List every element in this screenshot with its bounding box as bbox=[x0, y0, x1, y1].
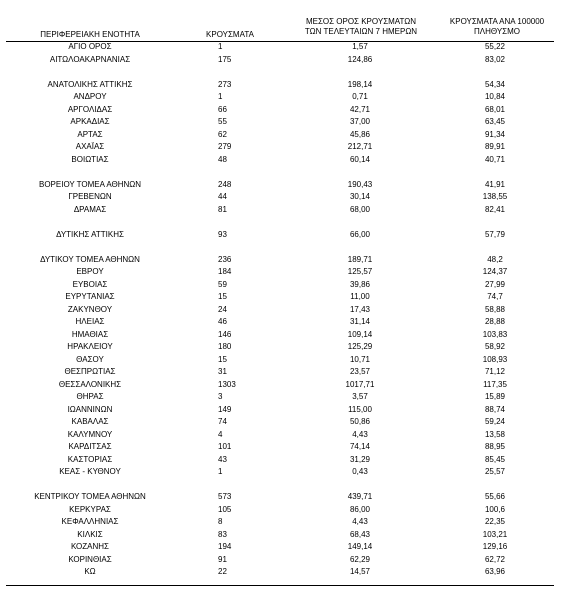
cell-cases: 15 bbox=[218, 292, 227, 301]
header-cases bbox=[195, 30, 265, 40]
cell-cases: 248 bbox=[218, 179, 232, 189]
cell-seven-day-average: 37,00 bbox=[349, 117, 371, 126]
table-row bbox=[0, 404, 562, 417]
cell-region: ΕΥΡΥΤΑΝΙΑΣ bbox=[65, 292, 115, 301]
bottom-divider bbox=[6, 585, 554, 586]
cell-seven-day-average: 3,57 bbox=[352, 392, 368, 401]
cell-region: ΚΑΣΤΟΡΙΑΣ bbox=[67, 454, 113, 464]
cell-cases-per-100k: 55,66 bbox=[484, 492, 506, 501]
cell-region: ΚΟΖΑΝΗΣ bbox=[70, 542, 110, 551]
cell-region: ΚΕΑΣ - ΚΥΘΝΟΥ bbox=[59, 467, 121, 476]
cell-cases: 149 bbox=[218, 404, 232, 414]
cell-region: ΑΓΙΟ ΟΡΟΣ bbox=[68, 42, 112, 51]
cell-cases: 55 bbox=[218, 117, 227, 126]
cell-region: ΗΡΑΚΛΕΙΟΥ bbox=[67, 342, 113, 351]
cell-cases-per-100k: 138,55 bbox=[482, 192, 508, 201]
cell-seven-day-average: 1017,71 bbox=[345, 379, 375, 389]
cell-seven-day-average: 66,00 bbox=[349, 229, 371, 239]
table-row bbox=[0, 191, 562, 204]
cell-cases: 4 bbox=[218, 429, 223, 439]
cell-region: ΗΜΑΘΙΑΣ bbox=[71, 329, 109, 339]
header-cases-label: ΚΡΟΥΣΜΑΤΑ bbox=[206, 30, 254, 39]
cell-cases-per-100k: 83,02 bbox=[484, 54, 506, 64]
cell-cases-per-100k: 13,58 bbox=[484, 429, 506, 439]
table-row bbox=[0, 379, 562, 392]
cell-cases-per-100k: 58,88 bbox=[484, 304, 506, 314]
table-row bbox=[0, 504, 562, 517]
cell-cases-per-100k: 85,45 bbox=[484, 454, 506, 464]
cell-seven-day-average: 0,71 bbox=[352, 92, 368, 101]
cell-cases: 1 bbox=[218, 42, 223, 51]
cell-cases: 1303 bbox=[218, 379, 236, 389]
cell-cases: 43 bbox=[218, 454, 227, 464]
cell-cases: 66 bbox=[218, 104, 227, 114]
cell-cases: 46 bbox=[218, 317, 227, 326]
cell-cases-per-100k: 55,22 bbox=[484, 42, 506, 51]
cell-cases: 184 bbox=[218, 267, 232, 276]
cell-region: ΖΑΚΥΝΘΟΥ bbox=[67, 304, 113, 314]
cell-cases-per-100k: 108,93 bbox=[482, 354, 508, 364]
cell-region: ΘΑΣΟΥ bbox=[76, 354, 104, 364]
cell-cases: 175 bbox=[218, 54, 232, 64]
cell-region: ΚΑΒΑΛΑΣ bbox=[71, 417, 109, 426]
cell-region: ΗΛΕΙΑΣ bbox=[75, 317, 105, 326]
spacer-row bbox=[0, 66, 562, 79]
table-row bbox=[0, 204, 562, 217]
cell-seven-day-average: 125,57 bbox=[347, 267, 373, 276]
cell-region: ΚΕΦΑΛΛΗΝΙΑΣ bbox=[61, 517, 119, 526]
table-row bbox=[0, 266, 562, 279]
table-row bbox=[0, 229, 562, 242]
table-row bbox=[0, 341, 562, 354]
table-row bbox=[0, 79, 562, 92]
cell-cases: 93 bbox=[218, 229, 227, 239]
cell-seven-day-average: 62,29 bbox=[349, 554, 371, 564]
table-row bbox=[0, 54, 562, 67]
cell-cases: 62 bbox=[218, 129, 227, 139]
table-row bbox=[0, 279, 562, 292]
table-row bbox=[0, 316, 562, 329]
cell-cases-per-100k: 57,79 bbox=[484, 229, 506, 239]
table-row bbox=[0, 179, 562, 192]
cell-cases: 8 bbox=[218, 517, 223, 526]
cell-cases-per-100k: 103,83 bbox=[482, 329, 508, 339]
cell-cases: 1 bbox=[218, 467, 223, 476]
table-row bbox=[0, 141, 562, 154]
header-avg-line-1: ΜΕΣΟΣ ΟΡΟΣ ΚΡΟΥΣΜΑΤΩΝ bbox=[305, 17, 417, 26]
cell-seven-day-average: 50,86 bbox=[349, 417, 371, 426]
cell-cases-per-100k: 129,16 bbox=[482, 542, 508, 551]
cell-cases: 81 bbox=[218, 204, 227, 214]
cell-seven-day-average: 14,57 bbox=[349, 567, 371, 576]
cell-cases: 194 bbox=[218, 542, 232, 551]
cell-seven-day-average: 39,86 bbox=[349, 279, 371, 289]
cell-region: ΘΗΡΑΣ bbox=[76, 392, 104, 401]
cell-region: ΒΟΙΩΤΙΑΣ bbox=[71, 154, 109, 164]
spacer-row bbox=[0, 216, 562, 229]
cell-cases: 279 bbox=[218, 142, 232, 151]
cell-cases: 91 bbox=[218, 554, 227, 564]
cell-seven-day-average: 45,86 bbox=[349, 129, 371, 139]
cell-cases-per-100k: 10,84 bbox=[484, 92, 506, 101]
cell-region: ΓΡΕΒΕΝΩΝ bbox=[68, 192, 112, 201]
cell-seven-day-average: 190,43 bbox=[347, 179, 373, 189]
table-row bbox=[0, 41, 562, 54]
cell-cases-per-100k: 28,88 bbox=[484, 317, 506, 326]
cell-cases: 83 bbox=[218, 529, 227, 539]
cell-seven-day-average: 124,86 bbox=[347, 54, 373, 64]
cell-cases-per-100k: 27,99 bbox=[484, 279, 506, 289]
table-row bbox=[0, 491, 562, 504]
cell-cases: 1 bbox=[218, 92, 223, 101]
cell-region: ΑΙΤΩΛΟΑΚΑΡΝΑΝΙΑΣ bbox=[49, 54, 131, 64]
cell-seven-day-average: 198,14 bbox=[347, 79, 373, 89]
cell-cases: 146 bbox=[218, 329, 232, 339]
cell-cases: 236 bbox=[218, 254, 232, 264]
cell-region: ΘΕΣΠΡΩΤΙΑΣ bbox=[64, 367, 116, 376]
cell-seven-day-average: 4,43 bbox=[352, 517, 368, 526]
table-row bbox=[0, 454, 562, 467]
header-per-line-1: ΚΡΟΥΣΜΑΤΑ ΑΝΑ 100000 bbox=[449, 17, 545, 26]
table-row bbox=[0, 254, 562, 267]
cell-region: ΙΩΑΝΝΙΝΩΝ bbox=[67, 404, 113, 414]
cell-cases: 22 bbox=[218, 567, 227, 576]
cell-cases: 180 bbox=[218, 342, 232, 351]
cell-seven-day-average: 0,43 bbox=[352, 467, 368, 476]
cell-cases: 48 bbox=[218, 154, 227, 164]
cell-seven-day-average: 17,43 bbox=[349, 304, 371, 314]
cell-cases-per-100k: 58,92 bbox=[484, 342, 506, 351]
cell-cases-per-100k: 62,72 bbox=[484, 554, 506, 564]
table-row bbox=[0, 429, 562, 442]
cell-region: ΑΝΔΡΟΥ bbox=[73, 92, 107, 101]
cell-seven-day-average: 115,00 bbox=[348, 404, 372, 414]
table-row bbox=[0, 104, 562, 117]
table-row bbox=[0, 116, 562, 129]
table-row bbox=[0, 441, 562, 454]
cell-seven-day-average: 68,43 bbox=[349, 529, 371, 539]
cell-seven-day-average: 109,14 bbox=[347, 329, 373, 339]
cell-cases: 31 bbox=[218, 367, 227, 376]
cell-cases: 105 bbox=[218, 504, 232, 514]
cell-cases-per-100k: 41,91 bbox=[484, 179, 506, 189]
cell-seven-day-average: 23,57 bbox=[349, 367, 371, 376]
cell-cases: 273 bbox=[218, 79, 232, 89]
cell-region: ΑΧΑΪΑΣ bbox=[75, 142, 105, 151]
cell-cases: 59 bbox=[218, 279, 227, 289]
cell-seven-day-average: 4,43 bbox=[352, 429, 368, 439]
cell-seven-day-average: 189,71 bbox=[347, 254, 373, 264]
spacer-row bbox=[0, 166, 562, 179]
cell-cases-per-100k: 89,91 bbox=[484, 142, 506, 151]
table-row bbox=[0, 129, 562, 142]
cell-cases: 15 bbox=[218, 354, 227, 364]
cell-seven-day-average: 212,71 bbox=[347, 142, 373, 151]
cell-cases-per-100k: 63,45 bbox=[484, 117, 506, 126]
cell-seven-day-average: 60,14 bbox=[349, 154, 371, 164]
cell-cases: 101 bbox=[218, 442, 232, 451]
cell-region: ΚΩ bbox=[84, 567, 96, 576]
cell-seven-day-average: 42,71 bbox=[349, 104, 371, 114]
header-region bbox=[20, 30, 160, 40]
cell-cases-per-100k: 88,95 bbox=[484, 442, 506, 451]
cell-cases-per-100k: 63,96 bbox=[484, 567, 506, 576]
cell-cases: 44 bbox=[218, 192, 227, 201]
cell-region: ΚΙΛΚΙΣ bbox=[77, 529, 103, 539]
cell-seven-day-average: 439,71 bbox=[347, 492, 373, 501]
cell-region: ΑΡΚΑΔΙΑΣ bbox=[70, 117, 110, 126]
cell-region: ΚΕΝΤΡΙΚΟΥ ΤΟΜΕΑ ΑΘΗΝΩΝ bbox=[34, 492, 146, 501]
cell-region: ΚΑΛΥΜΝΟΥ bbox=[67, 429, 113, 439]
cell-cases-per-100k: 82,41 bbox=[484, 204, 506, 214]
header-cases-per-100k bbox=[430, 17, 562, 37]
cell-seven-day-average: 31,29 bbox=[349, 454, 371, 464]
header-region-label: ΠΕΡΙΦΕΡΕΙΑΚΗ ΕΝΟΤΗΤΑ bbox=[40, 30, 140, 39]
cell-region: ΑΡΓΟΛΙΔΑΣ bbox=[67, 104, 113, 114]
cell-cases-per-100k: 88,74 bbox=[484, 404, 506, 414]
spacer-row bbox=[0, 241, 562, 254]
table-row bbox=[0, 541, 562, 554]
table-row bbox=[0, 516, 562, 529]
cell-cases-per-100k: 68,01 bbox=[484, 104, 506, 114]
cell-region: ΔΥΤΙΚΟΥ ΤΟΜΕΑ ΑΘΗΝΩΝ bbox=[40, 254, 140, 264]
cell-cases-per-100k: 54,34 bbox=[484, 79, 506, 89]
table-row bbox=[0, 154, 562, 167]
cell-seven-day-average: 74,14 bbox=[349, 442, 371, 451]
cell-cases-per-100k: 48,2 bbox=[487, 254, 503, 264]
cell-seven-day-average: 149,14 bbox=[347, 542, 373, 551]
cell-cases-per-100k: 100,6 bbox=[484, 504, 506, 514]
table-row bbox=[0, 354, 562, 367]
cell-region: ΔΥΤΙΚΗΣ ΑΤΤΙΚΗΣ bbox=[56, 229, 124, 239]
cell-region: ΕΒΡΟΥ bbox=[76, 267, 104, 276]
table-row bbox=[0, 304, 562, 317]
cell-region: ΒΟΡΕΙΟΥ ΤΟΜΕΑ ΑΘΗΝΩΝ bbox=[38, 179, 142, 189]
cell-cases-per-100k: 117,35 bbox=[483, 379, 507, 389]
cell-cases-per-100k: 103,21 bbox=[482, 529, 508, 539]
table-row bbox=[0, 416, 562, 429]
cell-cases-per-100k: 91,34 bbox=[484, 129, 506, 139]
cell-cases-per-100k: 40,71 bbox=[484, 154, 506, 164]
table-row bbox=[0, 366, 562, 379]
cell-region: ΚΟΡΙΝΘΙΑΣ bbox=[68, 554, 112, 564]
cell-seven-day-average: 31,14 bbox=[349, 317, 371, 326]
cell-region: ΔΡΑΜΑΣ bbox=[73, 204, 107, 214]
table-row bbox=[0, 566, 562, 579]
cell-cases-per-100k: 124,37 bbox=[482, 267, 508, 276]
cell-cases-per-100k: 59,24 bbox=[484, 417, 506, 426]
table-row bbox=[0, 291, 562, 304]
table-row bbox=[0, 529, 562, 542]
cell-seven-day-average: 30,14 bbox=[349, 192, 371, 201]
table-row bbox=[0, 466, 562, 479]
table-row bbox=[0, 329, 562, 342]
table-body bbox=[0, 41, 562, 579]
cell-cases-per-100k: 15,89 bbox=[484, 392, 506, 401]
cell-cases: 3 bbox=[218, 392, 223, 401]
table-row bbox=[0, 554, 562, 567]
cell-region: ΘΕΣΣΑΛΟΝΙΚΗΣ bbox=[58, 379, 122, 389]
cell-cases: 573 bbox=[218, 492, 232, 501]
cell-seven-day-average: 68,00 bbox=[349, 204, 371, 214]
cell-seven-day-average: 10,71 bbox=[349, 354, 371, 364]
header-seven-day-average bbox=[286, 17, 436, 37]
cell-cases: 74 bbox=[218, 417, 227, 426]
cell-seven-day-average: 86,00 bbox=[349, 504, 371, 514]
table-row bbox=[0, 91, 562, 104]
cell-cases-per-100k: 74,7 bbox=[487, 292, 503, 301]
spacer-row bbox=[0, 479, 562, 492]
cell-cases: 24 bbox=[218, 304, 227, 314]
cell-cases-per-100k: 22,35 bbox=[484, 517, 506, 526]
cell-cases-per-100k: 25,57 bbox=[484, 467, 506, 476]
cell-region: ΚΕΡΚΥΡΑΣ bbox=[69, 504, 111, 514]
cell-region: ΚΑΡΔΙΤΣΑΣ bbox=[68, 442, 112, 451]
table-row bbox=[0, 391, 562, 404]
cell-region: ΕΥΒΟΙΑΣ bbox=[72, 279, 108, 289]
cell-seven-day-average: 1,57 bbox=[352, 42, 368, 51]
cell-region: ΑΡΤΑΣ bbox=[77, 129, 103, 139]
cell-cases-per-100k: 71,12 bbox=[484, 367, 506, 376]
cell-seven-day-average: 125,29 bbox=[347, 342, 373, 351]
header-avg-line-2: ΤΩΝ ΤΕΛΕΥΤΑΙΩΝ 7 ΗΜΕΡΩΝ bbox=[304, 27, 418, 36]
cell-region: ΑΝΑΤΟΛΙΚΗΣ ΑΤΤΙΚΗΣ bbox=[47, 79, 133, 89]
header-per-line-2: ΠΛΗΘΥΣΜΟ bbox=[473, 27, 521, 36]
cell-seven-day-average: 11,00 bbox=[350, 292, 370, 301]
